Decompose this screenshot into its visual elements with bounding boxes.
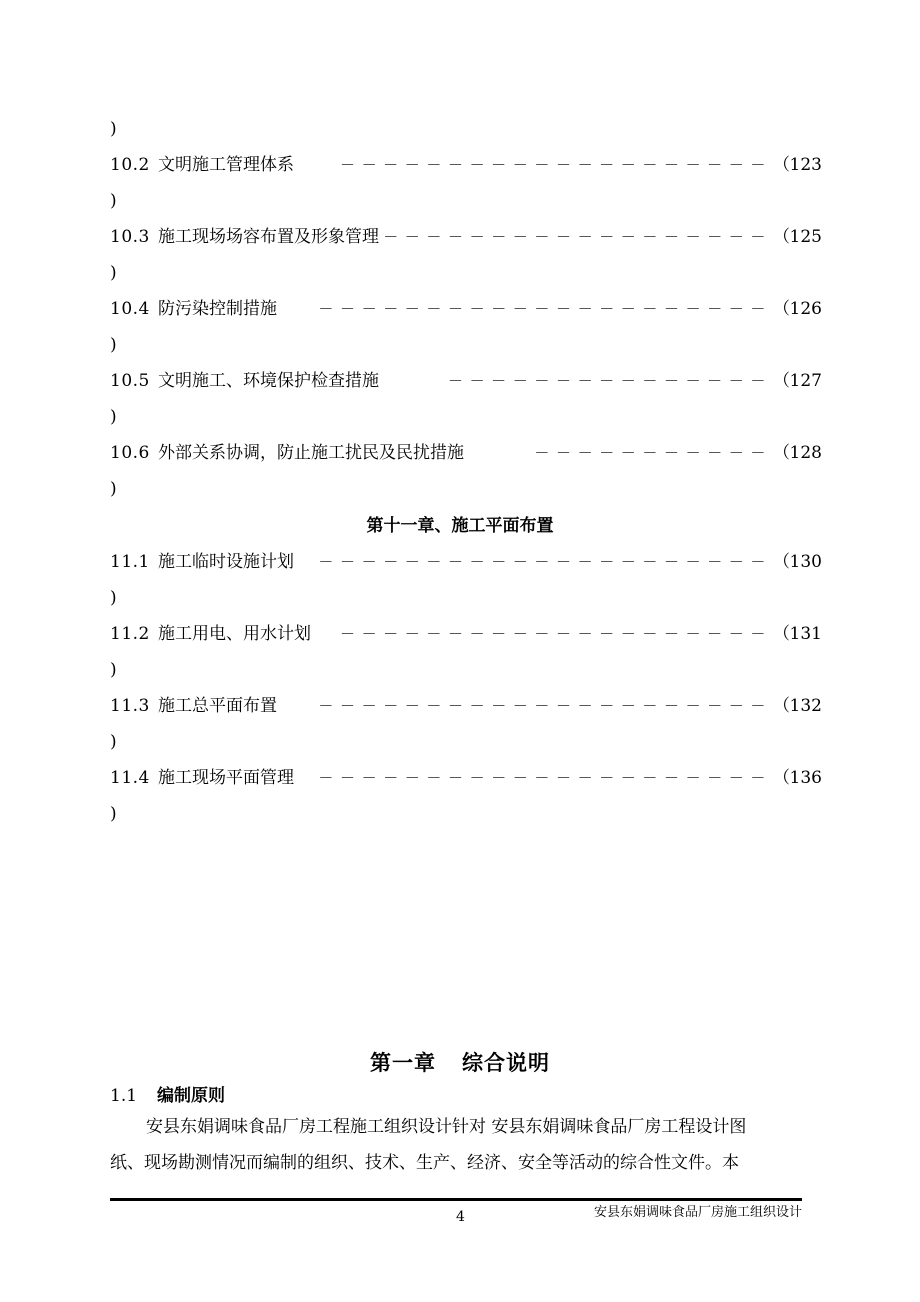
toc-entry-number: 11.2: [110, 624, 150, 644]
toc-open-paren: （: [773, 552, 790, 572]
section-heading: [110, 1083, 225, 1109]
toc-entry-title: 外部关系协调，防止施工扰民及民扰措施: [158, 443, 464, 463]
toc-entry-10-4[interactable]: [110, 296, 822, 322]
toc-page-number: 130: [789, 552, 822, 572]
toc-entry-title: 施工临时设施计划: [158, 552, 294, 572]
toc-entry-title: 施工现场平面管理: [158, 768, 294, 788]
footer-divider: [110, 1198, 802, 1201]
toc-page-number: 127: [789, 371, 822, 391]
toc-entry-number: 11.1: [110, 552, 150, 572]
toc-entry-number: 11.3: [110, 696, 150, 716]
toc-chapter-heading[interactable]: 第十一章、施工平面布置: [366, 516, 554, 536]
toc-dot-leader: －－－－－－－－－－－－－－－－－－－－: [339, 156, 772, 174]
toc-dot-leader: －－－－－－－－－－－－－－－－－－－－－: [318, 553, 772, 571]
toc-dot-leader: －－－－－－－－－－－－－－－: [447, 372, 772, 390]
toc-page-number: 132: [789, 696, 822, 716]
toc-entry-11-1[interactable]: [110, 549, 822, 575]
toc-open-paren: （: [773, 299, 790, 319]
toc-page-number: 125: [789, 227, 822, 247]
toc-close-paren: ): [110, 479, 117, 499]
toc-page-number: 128: [789, 443, 822, 463]
toc-close-paren: ): [110, 588, 117, 608]
toc-entry-number: 10.4: [110, 299, 150, 319]
toc-entry-10-5[interactable]: [110, 368, 822, 394]
toc-entry-number: 10.2: [110, 155, 150, 175]
toc-entry-title: 施工用电、用水计划: [158, 624, 311, 644]
toc-dot-leader: －－－－－－－－－－－－－－－－－－－－－: [318, 769, 772, 787]
toc-entry-11-2[interactable]: [110, 621, 822, 647]
toc-open-paren: （: [773, 155, 790, 175]
toc-entry-11-3[interactable]: [110, 693, 822, 719]
toc-close-paren: ): [110, 335, 117, 355]
toc-entry-title: 文明施工、环境保护检查措施: [158, 371, 379, 391]
toc-dot-leader: －－－－－－－－－－－－－－－－－－: [383, 228, 772, 246]
body-paragraph-line-2: 纸、现场勘测情况而编制的组织、技术、生产、经济、安全等活动的综合性文件。本: [110, 1153, 739, 1173]
toc-entry-title: 文明施工管理体系: [158, 155, 294, 175]
toc-close-paren: ): [110, 660, 117, 680]
footer-document-title: 安县东娟调味食品厂房施工组织设计: [593, 1205, 802, 1220]
toc-open-paren: （: [773, 227, 790, 247]
chapter-title: [0, 1047, 920, 1079]
toc-page-number: 136: [789, 768, 822, 788]
toc-entry-number: 10.3: [110, 227, 150, 247]
toc-entry-title: 施工现场场容布置及形象管理: [158, 227, 379, 247]
toc-leading-close-paren: ): [110, 119, 117, 139]
toc-page-number: 126: [789, 299, 822, 319]
toc-open-paren: （: [773, 768, 790, 788]
toc-close-paren: ): [110, 804, 117, 824]
toc-open-paren: （: [773, 443, 790, 463]
toc-entry-10-2[interactable]: [110, 152, 822, 178]
toc-open-paren: （: [773, 371, 790, 391]
toc-entry-number: 11.4: [110, 768, 150, 788]
toc-open-paren: （: [773, 696, 790, 716]
toc-entry-title: 防污染控制措施: [158, 299, 277, 319]
toc-entry-number: 10.6: [110, 443, 150, 463]
toc-close-paren: ): [110, 732, 117, 752]
toc-close-paren: ): [110, 407, 117, 427]
toc-open-paren: （: [773, 624, 790, 644]
body-paragraph-line-1: 安县东娟调味食品厂房工程施工组织设计针对 安县东娟调味食品厂房工程设计图: [146, 1117, 747, 1137]
section-number: 1.1: [110, 1086, 138, 1106]
chapter-title-number: 第一章: [370, 1050, 436, 1075]
section-title: 编制原则: [157, 1086, 226, 1106]
toc-entry-11-4[interactable]: [110, 765, 822, 791]
footer-page-number: 4: [456, 1209, 465, 1225]
toc-page-number: 131: [789, 624, 822, 644]
toc-dot-leader: －－－－－－－－－－－: [534, 444, 772, 462]
toc-page-number: 123: [789, 155, 822, 175]
toc-entry-10-6[interactable]: [110, 440, 822, 466]
toc-dot-leader: －－－－－－－－－－－－－－－－－－－－－: [318, 300, 772, 318]
toc-entry-title: 施工总平面布置: [158, 696, 277, 716]
toc-entry-10-3[interactable]: [110, 224, 822, 250]
toc-close-paren: ): [110, 263, 117, 283]
body-paragraph: [110, 1109, 822, 1181]
toc-entry-number: 10.5: [110, 371, 150, 391]
chapter-title-text: 综合说明: [462, 1050, 550, 1075]
toc-close-paren: ): [110, 191, 117, 211]
toc-dot-leader: －－－－－－－－－－－－－－－－－－－－－: [318, 697, 772, 715]
toc-dot-leader: －－－－－－－－－－－－－－－－－－－－: [339, 625, 772, 643]
